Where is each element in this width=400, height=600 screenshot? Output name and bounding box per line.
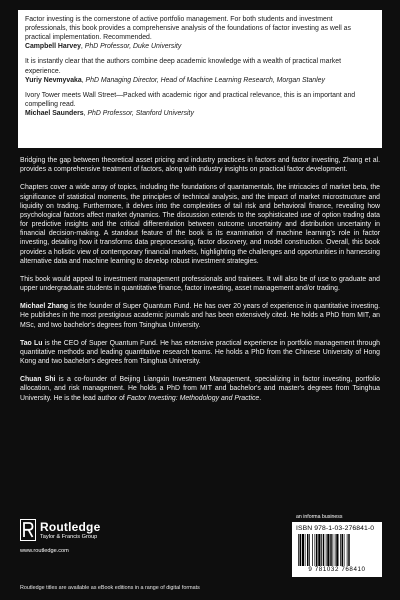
author-bio-1 [20, 302, 380, 330]
isbn-barcode-panel [292, 522, 382, 577]
author-bio-text: is the CEO of Super Quantum Fund. He has extensive practical experience in portfolio management through quantitative methods and leading quantitative research teams. He holds a PhD from the Chinese University of Hong Kong and two bachelor's degrees from Tsinghua University. [20, 339, 380, 366]
ebook-note: Routledge titles are available as eBook editions in a range of digital formats [20, 585, 200, 591]
back-cover-body [20, 156, 380, 412]
author-name: Michael Zhang [20, 303, 69, 311]
endorsement-2: It is instantly clear that the authors combine deep academic knowledge with a wealth of practical market experience. Yuriy Nevmyvaka, PhD Managing Director, Head of Machine Learning Research, Morgan Stanley [25, 57, 375, 84]
endorsements-panel [18, 10, 382, 148]
description-paragraph-2: Chapters cover a wide array of topics, including the foundations of quantamentals, the intricacies of market beta, the significance of statistical moments, the principles of technical analysis, and the impact of market microstructure and liquidity on trading. Furthermore, it delves into the complexities of tail risk and behavioral finance, revealing how psychological factors affect market dynamics. The discussion extends to the sophisticated use of option trading data for predictive insights and the critical differentiation between outcome uncertainty and distribution uncertainty in financial decision-making. A standout feature of the book is its examination of machine learning's role in factor investing, detailing how it transforms data preprocessing, factor discovery, and model construction. Overall, this book provides a holistic view of contemporary financial markets, highlighting the challenges and opportunities in harnessing alternative data and machine learning to develop robust investment strategies. [20, 184, 380, 265]
author-bio-text: is a co-founder of Beijing Liangxin Investment Management, specializing in factor investing, portfolio allocation, and risk management. He holds a PhD from MIT and bachelor's and master's degrees from Tsinghua University. He is the lead author of [20, 376, 380, 402]
publisher-name: Routledge [40, 520, 101, 534]
endorser-role: PhD Professor, Stanford University [87, 109, 194, 117]
publisher-url[interactable]: www.routledge.com [20, 548, 69, 554]
endorser-role: PhD Managing Director, Head of Machine Learning Research, Morgan Stanley [85, 76, 325, 84]
endorsement-quote: It is instantly clear that the authors combine deep academic knowledge with a wealth of practical market experience. [25, 58, 341, 75]
author-book-title: Factor Investing: Methodology and Practice [126, 394, 260, 402]
author-bio-text: is the founder of Super Quantum Fund. He has over 20 years of experience in quantitative investing. He publishes in the most prestigious academic journals and has been extensively cited. He holds a PhD from MIT, an MSc, and two bachelor's degrees from Tsinghua University. [20, 303, 380, 329]
description-paragraph-1: Bridging the gap between theoretical asset pricing and industry practices in factors and factor investing, Zhang et al. provides a comprehensive treatment of factors, along with industry insights on practical factor development. [20, 157, 380, 174]
endorser-name: Michael Saunders [25, 109, 84, 117]
author-bio-2 [20, 339, 380, 367]
barcode-image [296, 534, 378, 566]
endorser-name: Yuriy Nevmyvaka [25, 76, 82, 84]
author-name: Chuan Shi [20, 376, 56, 384]
description-paragraph-3: This book would appeal to investment management professionals and trainees. It will also be of use to graduate and upper undergraduate students in quantitative finance, factor investing, asset management and/or trading. [20, 275, 380, 293]
endorsement-quote: Factor investing is the cornerstone of active portfolio management. For both students and investment professionals, this book provides a comprehensive analysis of the foundations of factor investing as well as practical implementation. Recommended. [25, 16, 351, 42]
isbn-label: ISBN 978-1-03-276841-0 [296, 525, 375, 532]
publisher-logo [20, 519, 100, 541]
endorsement-quote: Ivory Tower meets Wall Street—Packed with academic rigor and practical relevance, this is an important and compelling read. [25, 91, 356, 108]
barcode-number: 9 781032 768410 [308, 566, 366, 573]
endorsement-1: Factor investing is the cornerstone of active portfolio management. For both students and investment professionals, this book provides a comprehensive analysis of the foundations of factor investing as well as practical implementation. Recommended. Campbell Harvey, PhD Professor, Duke University [25, 15, 375, 51]
routledge-r-icon [20, 519, 36, 541]
endorser-role: PhD Professor, Duke University [84, 43, 182, 51]
author-name: Tao Lu [20, 339, 43, 347]
publisher-group: Taylor & Francis Group [40, 534, 98, 540]
author-bio-3: Chuan Shi is a co-founder of Beijing Liangxin Investment Management, specializing in factor investing, portfolio allocation, and risk management. He holds a PhD from MIT and bachelor's and master's degrees from Tsinghua University. He is the lead author of Factor Investing: Methodology and Practice. [20, 376, 380, 402]
endorsement-3: Ivory Tower meets Wall Street—Packed with academic rigor and practical relevance, this is an important and compelling read. Michael Saunders, PhD Professor, Stanford University [25, 91, 375, 118]
endorser-name: Campbell Harvey [25, 43, 81, 51]
informa-note: an informa business [296, 514, 343, 520]
